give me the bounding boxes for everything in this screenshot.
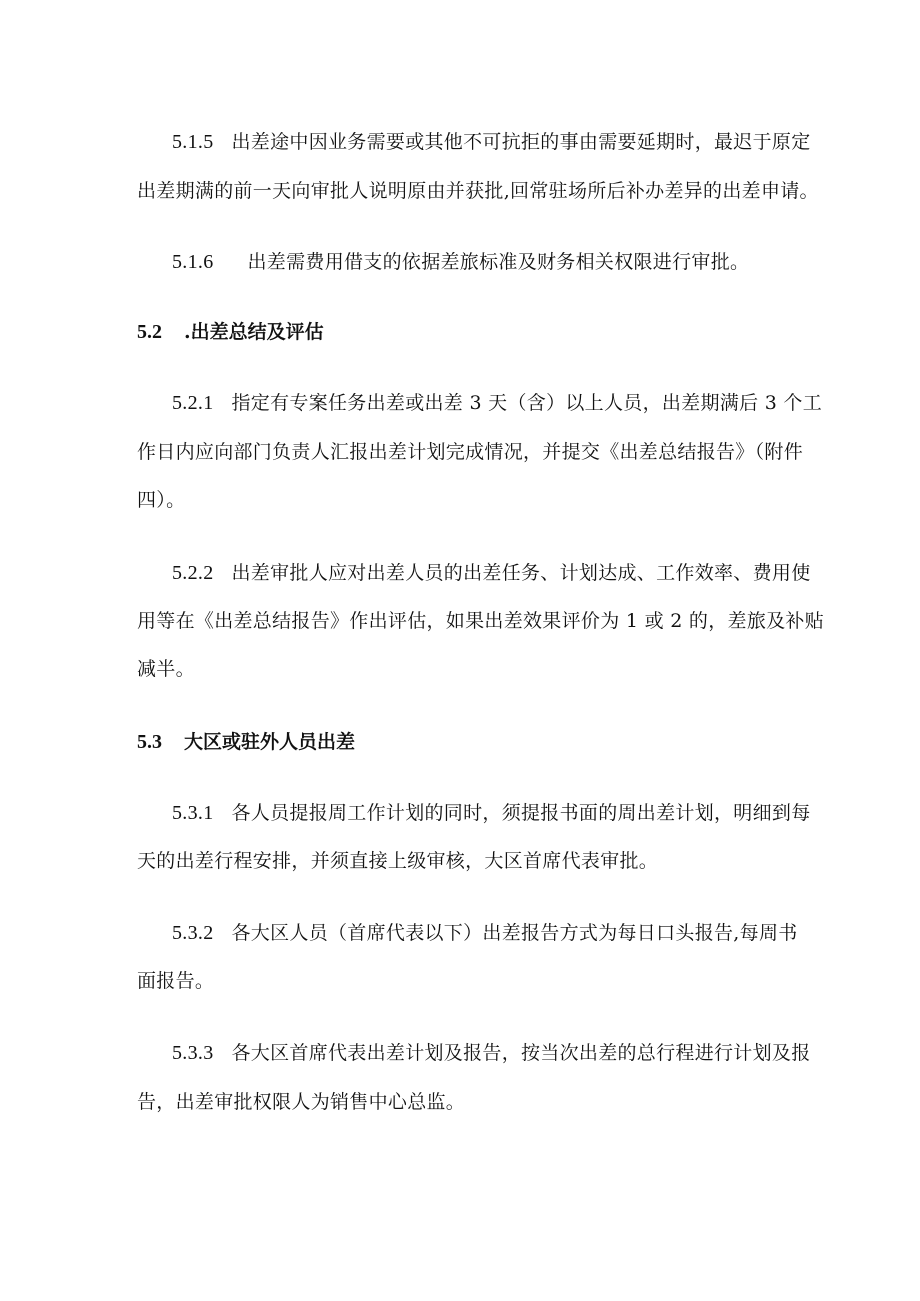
clause-5-3-1-line-2: 天的出差行程安排，并须直接上级审核，大区首席代表审批。 xyxy=(137,850,659,872)
clause-text: 指定有专案任务出差或出差 3 天（含）以上人员，出差期满后 3 个工 xyxy=(231,392,823,414)
clause-number: 5.1.5 xyxy=(172,131,214,153)
clause-text: 出差需费用借支的依据差旅标准及财务相关权限进行审批。 xyxy=(247,251,750,273)
clause-number: 5.3.3 xyxy=(172,1042,214,1064)
clause-5-2-1-line-3: 四）。 xyxy=(137,489,186,511)
clause-text: 出差途中因业务需要或其他不可抗拒的事由需要延期时，最迟于原定 xyxy=(231,131,811,153)
clause-5-3-2-line-2: 面报告。 xyxy=(137,970,215,992)
clause-number: 5.3.1 xyxy=(172,802,214,824)
clause-5-2-1-line-2: 作日内应向部门负责人汇报出差计划完成情况，并提交《出差总结报告》（附件 xyxy=(137,441,804,463)
section-number: 5.3 xyxy=(137,731,162,753)
section-heading-5-3 xyxy=(137,730,355,754)
clause-5-2-2-line-3: 减半。 xyxy=(137,658,195,680)
section-title: .出差总结及评估 xyxy=(184,321,324,343)
section-number: 5.2 xyxy=(137,321,162,343)
clause-5-1-5-line-1 xyxy=(172,130,811,154)
clause-5-3-1-line-1 xyxy=(172,801,811,825)
clause-text: 各人员提报周工作计划的同时，须提报书面的周出差计划，明细到每 xyxy=(231,802,811,824)
clause-5-2-2-line-1 xyxy=(172,561,811,585)
clause-5-1-5-line-2: 出差期满的前一天向审批人说明原由并获批,回常驻场所后补办差异的出差申请。 xyxy=(137,180,819,202)
clause-5-3-2-line-1 xyxy=(172,921,798,945)
clause-5-3-3-line-1 xyxy=(172,1041,811,1065)
clause-5-3-3-line-2: 告，出差审批权限人为销售中心总监。 xyxy=(137,1091,466,1113)
section-heading-5-2 xyxy=(137,320,324,344)
clause-number: 5.1.6 xyxy=(172,251,214,273)
clause-5-2-2-line-2: 用等在《出差总结报告》作出评估，如果出差效果评价为 1 或 2 的，差旅及补贴 xyxy=(137,610,825,632)
clause-number: 5.2.1 xyxy=(172,392,214,414)
clause-5-1-6-line-1 xyxy=(172,250,749,274)
clause-text: 各大区首席代表出差计划及报告，按当次出差的总行程进行计划及报 xyxy=(231,1042,811,1064)
clause-number: 5.3.2 xyxy=(172,922,214,944)
clause-text: 各大区人员（首席代表以下）出差报告方式为每日口头报告,每周书 xyxy=(231,922,798,944)
clause-5-2-1-line-1 xyxy=(172,391,822,415)
clause-text: 出差审批人应对出差人员的出差任务、计划达成、工作效率、费用使 xyxy=(231,562,811,584)
clause-number: 5.2.2 xyxy=(172,562,214,584)
section-title: 大区或驻外人员出差 xyxy=(184,731,356,753)
